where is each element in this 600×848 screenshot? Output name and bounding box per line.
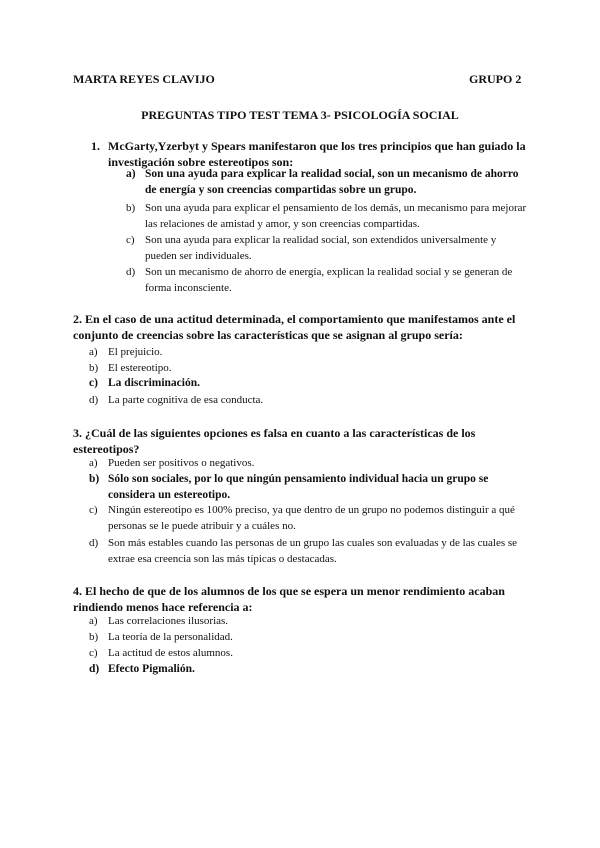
option-text: Son un mecanismo de ahorro de energía, explican la realidad social y se generan de forma inconsciente. (145, 266, 513, 294)
question-4-option-d (89, 662, 528, 678)
option-letter: b) (89, 473, 100, 485)
question-3-option-b (89, 472, 528, 503)
option-text: Son una ayuda para explicar la realidad social, son un mecanismo de ahorro de energía y son creencias compartidas sobre un grupo. (145, 168, 519, 196)
question-text: McGarty,Yzerbyt y Spears manifestaron que los tres principios que han guiado la investigación sobre estereotipos son: (108, 139, 526, 169)
document-title: PREGUNTAS TIPO TEST TEMA 3- PSICOLOGÍA SOCIAL (141, 108, 459, 122)
option-text: La teoría de la personalidad. (108, 631, 233, 643)
question-3-option-d (89, 536, 533, 567)
group-label: GRUPO 2 (469, 72, 522, 86)
question-1 (91, 138, 528, 170)
question-1-option-b (126, 201, 530, 232)
question-text: ¿Cuál de las siguientes opciones es falsa en cuanto a las características de los estereotipos? (73, 426, 476, 456)
option-text: Ningún estereotipo es 100% preciso, ya que dentro de un grupo no podemos distinguir a qué personas se le puede atribuir y a cuáles no. (108, 504, 515, 532)
option-text: El prejuicio. (108, 346, 163, 358)
option-letter: c) (89, 377, 98, 389)
option-letter: c) (89, 647, 98, 659)
option-letter: b) (126, 202, 136, 214)
question-1-option-d (126, 265, 530, 296)
option-text: Son una ayuda para explicar el pensamiento de los demás, un mecanismo para mejorar las relaciones de amistad y amor, y son creencias compartidas. (145, 202, 527, 230)
option-letter: d) (89, 537, 99, 549)
question-number: 2. (73, 312, 82, 326)
question-text: El hecho de que de los alumnos de los que se espera un menor rendimiento acaban rindiendo menos hace referencia a: (73, 584, 505, 614)
option-text: Son más estables cuando las personas de un grupo las cuales son evaluadas y de las cuales se extrae esa creencia son las más típicas o destacadas. (108, 537, 518, 565)
question-2-option-d (89, 393, 528, 409)
option-letter: b) (89, 631, 99, 643)
question-2 (73, 311, 533, 343)
author-name: MARTA REYES CLAVIJO (73, 72, 215, 86)
option-text: Son una ayuda para explicar la realidad social, son extendidos universalmente y pueden ser individuales. (145, 234, 497, 262)
option-text: Efecto Pigmalión. (108, 663, 195, 675)
question-number: 3. (73, 426, 82, 440)
option-letter: c) (126, 234, 135, 246)
option-text: La discriminación. (108, 377, 201, 389)
option-text: Sólo son sociales, por lo que ningún pensamiento individual hacia un grupo se considera un estereotipo. (108, 473, 489, 501)
question-number: 1. (91, 139, 100, 153)
question-4-option-a (89, 614, 528, 630)
question-3-option-c (89, 503, 533, 534)
option-letter: a) (89, 346, 98, 358)
question-4 (73, 583, 533, 615)
option-letter: d) (89, 394, 99, 406)
question-4-option-b (89, 630, 528, 646)
option-letter: a) (89, 615, 98, 627)
question-text: En el caso de una actitud determinada, el comportamiento que manifestamos ante el conjunto de creencias sobre las características que se asignan al grupo sería: (73, 312, 516, 342)
question-3 (73, 425, 483, 457)
option-text: Pueden ser positivos o negativos. (108, 457, 255, 469)
question-number: 4. (73, 584, 82, 598)
question-1-option-a (126, 167, 530, 198)
option-letter: b) (89, 362, 99, 374)
option-text: El estereotipo. (108, 362, 172, 374)
question-2-option-c (89, 376, 528, 392)
question-2-option-b (89, 361, 528, 377)
question-2-option-a (89, 345, 528, 361)
option-text: La parte cognitiva de esa conducta. (108, 394, 264, 406)
question-3-option-a (89, 456, 528, 472)
question-1-option-c (126, 233, 530, 264)
option-letter: c) (89, 504, 98, 516)
option-letter: d) (89, 663, 100, 675)
option-letter: a) (89, 457, 98, 469)
option-letter: d) (126, 266, 136, 278)
option-text: Las correlaciones ilusorias. (108, 615, 229, 627)
question-4-option-c (89, 646, 528, 662)
option-text: La actitud de estos alumnos. (108, 647, 233, 659)
option-letter: a) (126, 168, 136, 180)
